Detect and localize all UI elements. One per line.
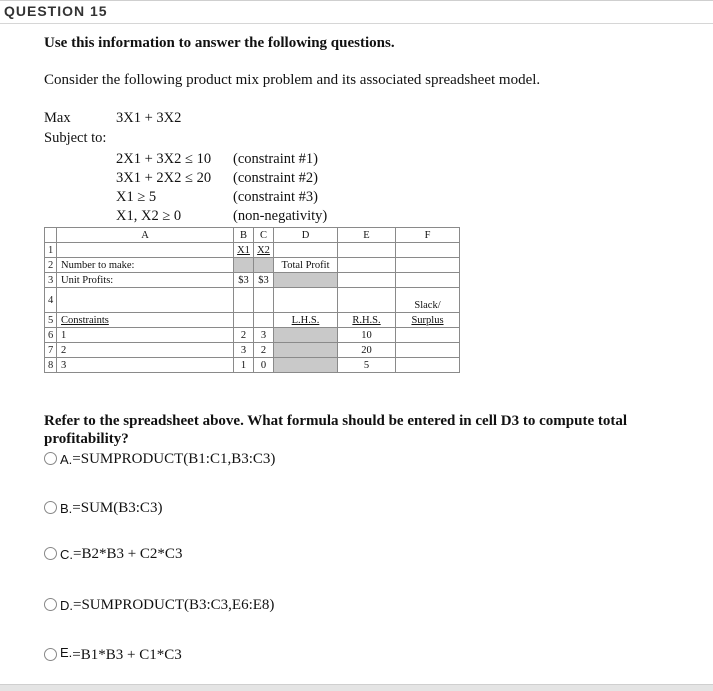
sheet-row-2 <box>45 258 460 273</box>
radio-button-icon[interactable] <box>44 452 57 465</box>
consider-text: Consider the following product mix problem and its associated spreadsheet model. <box>44 72 541 88</box>
cell-a3: Unit Profits: <box>57 273 234 288</box>
cell-a7: 2 <box>57 343 234 358</box>
constraint-4-expr: X1, X2 ≥ 0 <box>116 208 182 224</box>
subject-to-label: Subject to: <box>44 130 107 146</box>
row-number: 4 <box>45 288 57 313</box>
column-header-f: F <box>396 228 460 243</box>
column-header-c: C <box>254 228 274 243</box>
cell-e1 <box>338 243 396 258</box>
cell-e6: 10 <box>338 328 396 343</box>
cell-f3 <box>396 273 460 288</box>
corner-cell <box>45 228 57 243</box>
cell-f4: Slack/ <box>396 288 460 313</box>
constraint-2-expr: 3X1 + 2X2 ≤ 20 <box>116 170 212 186</box>
constraint-1-expr: 2X1 + 3X2 ≤ 10 <box>116 151 212 167</box>
cell-b2 <box>234 258 254 273</box>
constraint-2-note: (constraint #2) <box>233 170 318 186</box>
cell-d3 <box>274 273 338 288</box>
cell-d5: L.H.S. <box>274 313 338 328</box>
row-number: 8 <box>45 358 57 373</box>
cell-c1: X2 <box>254 243 274 258</box>
sheet-row-3 <box>45 273 460 288</box>
cell-e7: 20 <box>338 343 396 358</box>
cell-f7 <box>396 343 460 358</box>
cell-c7: 2 <box>254 343 274 358</box>
cell-a6: 1 <box>57 328 234 343</box>
cell-b5 <box>234 313 254 328</box>
row-number: 6 <box>45 328 57 343</box>
cell-a1 <box>57 243 234 258</box>
cell-a4 <box>57 288 234 313</box>
sheet-row-8 <box>45 358 460 373</box>
cell-c4 <box>254 288 274 313</box>
cell-c5 <box>254 313 274 328</box>
cell-f2 <box>396 258 460 273</box>
option-e-text: =B1*B3 + C1*C3 <box>72 646 182 663</box>
cell-c2 <box>254 258 274 273</box>
max-label: Max <box>44 110 71 126</box>
cell-a2: Number to make: <box>57 258 234 273</box>
cell-d4 <box>274 288 338 313</box>
sheet-row-5 <box>45 313 460 328</box>
objective-function: 3X1 + 3X2 <box>116 110 182 126</box>
option-e-letter: E. <box>60 644 73 660</box>
option-a[interactable] <box>44 450 275 468</box>
option-b[interactable] <box>44 499 162 517</box>
cell-b6: 2 <box>234 328 254 343</box>
row-number: 7 <box>45 343 57 358</box>
cell-d1 <box>274 243 338 258</box>
cell-b3: $3 <box>234 273 254 288</box>
cell-e8: 5 <box>338 358 396 373</box>
cell-f1 <box>396 243 460 258</box>
row-number: 5 <box>45 313 57 328</box>
row-number: 1 <box>45 243 57 258</box>
column-header-d: D <box>274 228 338 243</box>
cell-e3 <box>338 273 396 288</box>
radio-button-icon[interactable] <box>44 547 57 560</box>
constraint-1-note: (constraint #1) <box>233 151 318 167</box>
option-c[interactable] <box>44 545 182 563</box>
cell-f8 <box>396 358 460 373</box>
radio-button-icon[interactable] <box>44 648 57 661</box>
cell-a8: 3 <box>57 358 234 373</box>
row-number: 2 <box>45 258 57 273</box>
column-header-row <box>45 228 460 243</box>
cell-d6 <box>274 328 338 343</box>
constraint-4-note: (non-negativity) <box>233 208 328 224</box>
cell-c3: $3 <box>254 273 274 288</box>
question-header: QUESTION 15 <box>4 3 108 19</box>
cell-b8: 1 <box>234 358 254 373</box>
constraint-3-expr: X1 ≥ 5 <box>116 189 157 205</box>
option-a-text: =SUMPRODUCT(B1:C1,B3:C3) <box>72 450 276 467</box>
option-d[interactable] <box>44 596 274 614</box>
cell-d8 <box>274 358 338 373</box>
column-header-e: E <box>338 228 396 243</box>
cell-f6 <box>396 328 460 343</box>
option-c-text: =B2*B3 + C2*C3 <box>73 545 183 562</box>
sheet-row-1 <box>45 243 460 258</box>
row-number: 3 <box>45 273 57 288</box>
cell-a5: Constraints <box>57 313 234 328</box>
cell-c6: 3 <box>254 328 274 343</box>
option-d-text: =SUMPRODUCT(B3:C3,E6:E8) <box>73 596 275 613</box>
cell-d2: Total Profit <box>274 258 338 273</box>
option-c-letter: C. <box>60 546 73 562</box>
cell-e5: R.H.S. <box>338 313 396 328</box>
radio-button-icon[interactable] <box>44 598 57 611</box>
cell-b1: X1 <box>234 243 254 258</box>
sheet-row-6 <box>45 328 460 343</box>
question-header-bar <box>0 0 713 24</box>
cell-b4 <box>234 288 254 313</box>
sheet-row-7 <box>45 343 460 358</box>
question-text: Refer to the spreadsheet above. What formula should be entered in cell D3 to compute total profitability? <box>44 413 628 447</box>
constraint-3-note: (constraint #3) <box>233 189 318 205</box>
cell-f5: Surplus <box>396 313 460 328</box>
cell-c8: 0 <box>254 358 274 373</box>
sheet-row-4 <box>45 288 460 313</box>
cell-e4 <box>338 288 396 313</box>
column-header-a: A <box>57 228 234 243</box>
option-e[interactable] <box>44 646 182 664</box>
option-b-text: =SUM(B3:C3) <box>72 499 163 516</box>
column-header-b: B <box>234 228 254 243</box>
option-b-letter: B. <box>60 500 73 516</box>
cell-e2 <box>338 258 396 273</box>
cell-b7: 3 <box>234 343 254 358</box>
option-d-letter: D. <box>60 597 73 613</box>
cell-d7 <box>274 343 338 358</box>
intro-text: Use this information to answer the following questions. <box>44 35 395 51</box>
radio-button-icon[interactable] <box>44 501 57 514</box>
spreadsheet-model <box>44 227 460 373</box>
option-a-letter: A. <box>60 451 73 467</box>
